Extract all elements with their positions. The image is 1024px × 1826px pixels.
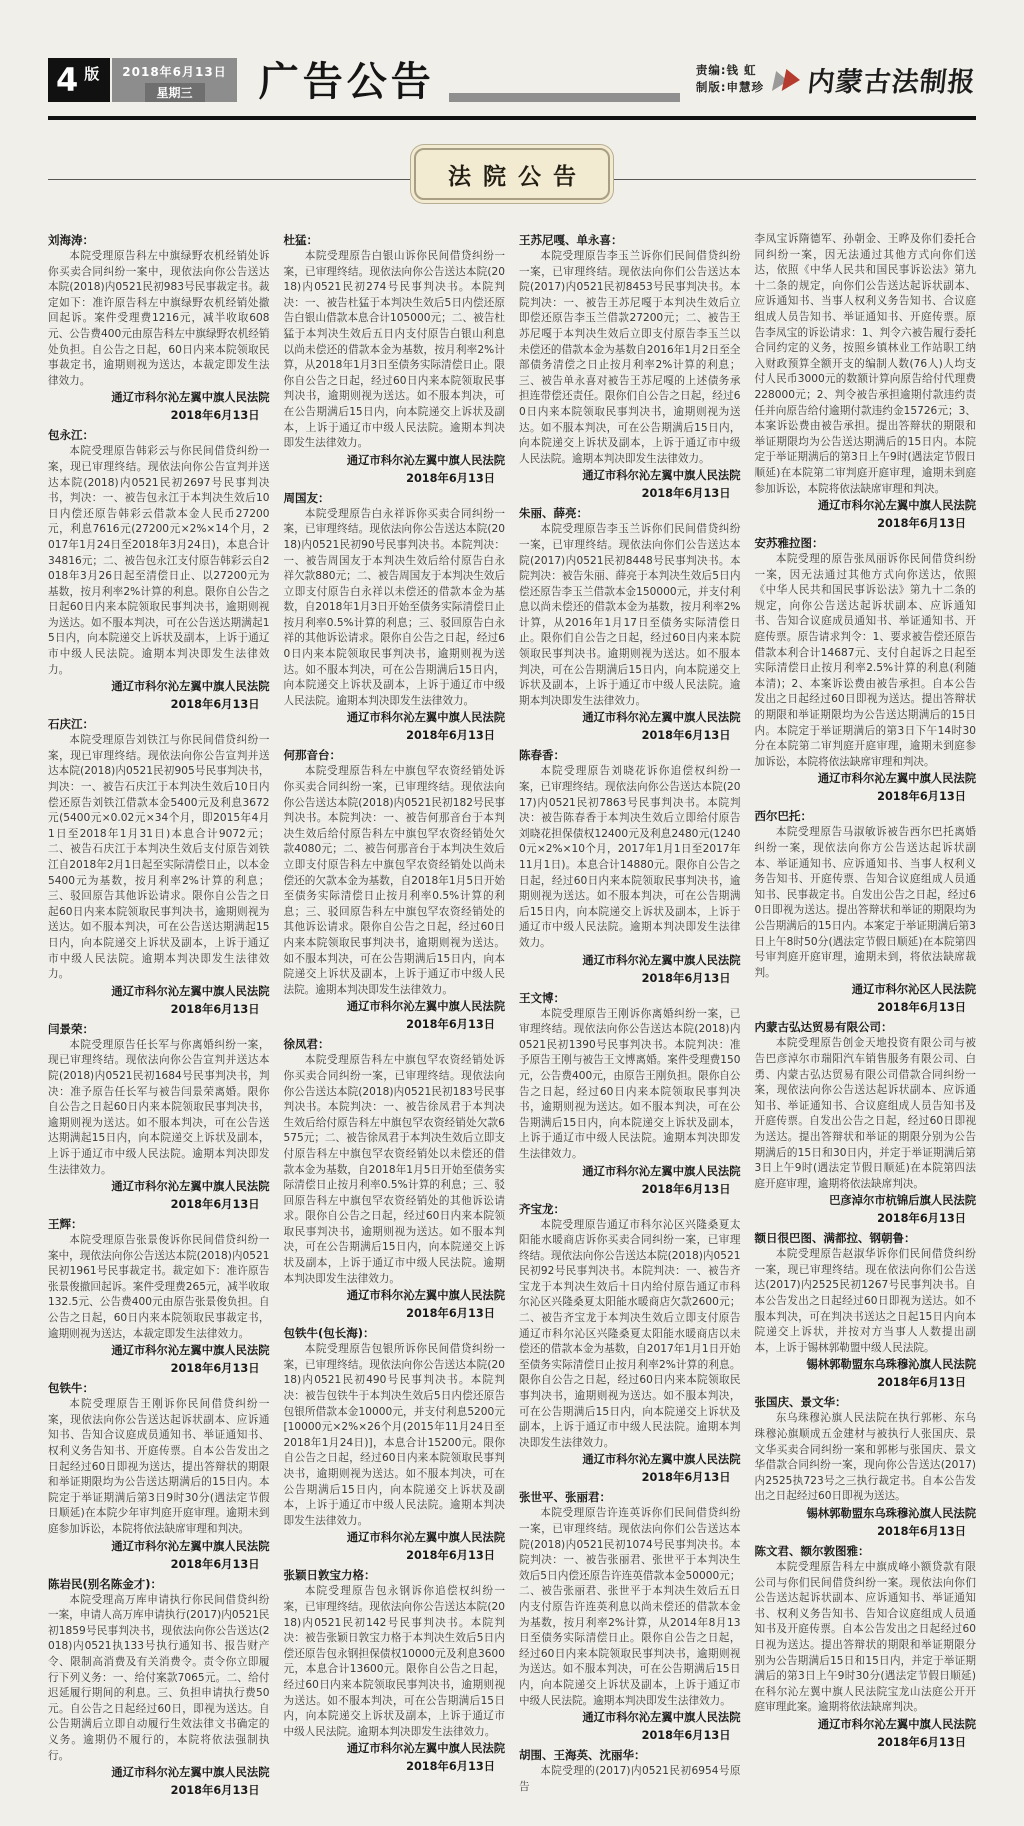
notice-date: 2018年6月13日 — [170, 1784, 260, 1798]
notice-body: 本院受理原告韩彩云与你民间借贷纠纷一案，现已审理终结。现依法向你公告宣判并送达本院(2018)内0521民初2697号民事判决书，判决：一、被告包永江于本判决生效后10日内偿还原告韩彩云借款本金人民币27200元，利息7616元(27200元×2%×14个月，2017年1月24日至2018年3月24日)，本息合计34816元；二、被告包永江支付原告韩彩云自2018年3月26日起至清偿日止、以27200元为基数，按月利率2%计算的利息。限你自公告之日起60日内来本院领取民事判决书，逾期则视为送达。如不服本判决，可在公告送达期满起15日内，向本院递交上诉状及副本，上诉于通辽市中级人民法院。逾期本判决即发生法律效力。 — [48, 445, 270, 676]
notice-date: 2018年6月13日 — [877, 517, 966, 531]
notice-court: 通辽市科尔沁左翼中旗人民法院 — [346, 711, 505, 725]
court-notice — [755, 1394, 977, 1540]
notice-recipient: 齐宝龙： — [519, 1201, 565, 1216]
masthead — [774, 60, 976, 99]
notice-date: 2018年6月13日 — [170, 409, 260, 423]
notice-recipient: 周国友： — [283, 490, 330, 505]
notice-date: 2018年6月13日 — [406, 471, 495, 485]
header-rule — [48, 116, 976, 120]
notice-court: 通辽市科尔沁左翼中旗人民法院 — [346, 1531, 505, 1545]
notice-court: 通辽市科尔沁左翼中旗人民法院 — [582, 1164, 741, 1178]
notice-recipient: 陈文君、额尔敦图雅： — [754, 1544, 870, 1558]
title-rule — [449, 93, 680, 102]
notice-body: 本院受理原告创金天地投资有限公司与被告巴彦淖尔市瑞阳汽车销售服务有限公司、白勇、内蒙古弘达贸易有限公司借款合同纠纷一案，现依法向你公告送达起诉状副本、应诉通知书、举证通知书、合议庭组成人员告知书及开庭传票。自发出公告之日起，经过60日即视为送达。提出答辩状和举证的期限分别为公告期满后的15日和30日内，并定于举证期满后第3日上午9时(遇法定节假日顺延)在本院第四法庭开庭审理，逾期将依法缺席判决。 — [754, 1037, 976, 1190]
text-column — [284, 232, 506, 1802]
notice-body: 东乌珠穆沁旗人民法院在执行郭彬、东乌珠穆沁旗顺成五金建材与被执行人张国庆、景文华买卖合同纠纷一案和郭彬与张国庆、景文华借款合同纠纷一案，现向你公告送达(2017)内2525执723号之三执行裁定书。自本公告发出之日起经过60日即视为送达。 — [754, 1412, 976, 1503]
notice-body: 李凤宝诉隋德军、孙朝金、王晔及你们委托合同纠纷一案，因无法通过其他方式向你们送达，依照《中华人民共和国民事诉讼法》第九十二条的规定，向你们公告送达起诉状副本、应诉通知书、当事人权利义务告知书、合议庭组成人员告知书、举证通知书、开庭传票。原告李凤宝的诉讼请求：1、判令六被告履行委托合同约定的义务，按照乡镇林业工作站职工纳入财政预算全额开支的编制人数(76人)人均支付人民币3000元的数额计算向原告给付代理费228000元；2、判令被告承担逾期付款违约责任并向原告给付逾期付款违约金15726元；3、本案诉讼费由被告承担。提出答辩状的期限和举证期限均为公告送达期满后的15日内。本院定于举证期满后的第3日上午9时(遇法定节假日顺延)在本院第二审判庭开庭审理，逾期未到庭参加诉讼，本院将依法缺席审理和判决。 — [754, 233, 976, 495]
notice-date: 2018年6月13日 — [641, 971, 731, 985]
court-notice — [48, 716, 270, 1018]
notice-date: 2018年6月13日 — [877, 1376, 966, 1390]
page-number: 4 — [56, 61, 79, 99]
notice-court: 锡林郭勒盟东乌珠穆沁旗人民法院 — [806, 1358, 976, 1372]
notice-date: 2018年6月13日 — [170, 1557, 260, 1571]
notice-date: 2018年6月13日 — [406, 1307, 495, 1321]
notice-court: 通辽市科尔沁左翼中旗人民法院 — [582, 711, 741, 725]
notice-date: 2018年6月13日 — [641, 1182, 731, 1196]
notice-recipient: 张国庆、景文华： — [754, 1395, 847, 1410]
notice-court: 通辽市科尔沁左翼中旗人民法院 — [111, 1766, 270, 1780]
notice-body: 本院受理原告马淑敏诉被告西尔巴托离婚纠纷一案，现依法向你方公告送达起诉状副本、举证通知书、应诉通知书、当事人权利义务告知书、开庭传票、告知合议庭组成人员通知书、民事裁定书。自发出公告之日起，经过60日即视为送达。提出答辩状和举证的期限均为公告期满后的15日内。本案定于举证期满后第3日上午8时50分(遇法定节假日顺延)在本院第四号审判庭开庭审理，逾期未到，将依法缺席裁判。 — [754, 826, 976, 979]
notice-date: 2018年6月13日 — [641, 487, 731, 501]
court-notice — [519, 747, 741, 986]
notice-recipient: 胡围、王海英、沈丽华： — [519, 1748, 646, 1763]
notice-date: 2018年6月13日 — [406, 729, 495, 743]
notice-date: 2018年6月13日 — [641, 729, 731, 743]
notice-court: 通辽市科尔沁区人民法院 — [851, 983, 976, 997]
court-notice — [48, 1216, 270, 1377]
notice-body: 本院受理原告科左中旗成峰小额贷款有限公司与你们民间借贷纠纷一案。现依法向你们公告送达起诉状副本、应诉通知书、举证通知书、权利义务告知书、告知合议庭组成人员通知书及开庭传票。自本公告发出之日起经过60日视为送达。提出答辩状的期限和举证期限分别为公告期满后15日和15日内，并定于举证期满后的第3日上午9时30分(遇法定节假日顺延)在科尔沁左翼中旗人民法院宝龙山法庭公开开庭审理此案。逾期将依法缺席判决。 — [754, 1561, 976, 1714]
notice-date: 2018年6月13日 — [170, 698, 260, 712]
notice-body: 本院受理的(2017)内0521民初6954号原告 — [519, 1765, 741, 1793]
court-notice — [519, 1747, 741, 1795]
masthead-name: 内蒙古法制报 — [806, 67, 978, 98]
masthead-logo-icon — [774, 67, 804, 93]
notice-court: 通辽市科尔沁左翼中旗人民法院 — [582, 953, 741, 967]
court-notice — [755, 1019, 977, 1227]
notice-body: 本院受理原告李玉兰诉你们民间借贷纠纷一案，已审理终结。现依法向你们公告送达本院(2017)内0521民初8448号民事判决书。本院判决：被告朱丽、薛亮于本判决生效后5日内偿还原告李玉兰借款本金150000元，并支付利息以尚未偿还的借款本金为基数，按月利率2%计算，从2016年1月17日至债务实际清偿日止。限你们自公告之日起，经过60日内来本院领取民事判决书。逾期则视为送达。如不服本判决，可在公告期满后15日内，向本院递交上诉状及副本，上诉于通辽市中级人民法院。逾期本判决即发生法律效力。 — [519, 523, 741, 707]
text-column — [755, 232, 977, 1802]
court-notice — [48, 1576, 270, 1800]
notice-date: 2018年6月13日 — [170, 1362, 260, 1376]
notice-body: 本院受理原告张景俊诉你民间借贷纠纷一案中，现依法向你公告送达本院(2018)内0521民初1961号民事裁定书。裁定如下：准许原告张景俊撤回起诉。案件受理费265元，减半收取132.5元、公告费400元由原告张景俊负担。自公告之日起，60日内来本院领取民事裁定书，逾期则视为送达，本裁定即发生法律效力。 — [48, 1234, 270, 1340]
court-notice-title: 法院公告 — [448, 162, 588, 190]
court-notice — [284, 747, 506, 1033]
issue-weekday: 星期三 — [145, 83, 205, 102]
court-notice-badge — [414, 148, 610, 200]
court-notice — [755, 1230, 977, 1391]
notice-recipient: 陈春香： — [519, 748, 565, 763]
notice-recipient: 刘海涛： — [48, 233, 94, 247]
notice-court: 通辽市科尔沁左翼中旗人民法院 — [346, 1000, 505, 1014]
court-notice — [519, 505, 741, 744]
court-notice — [755, 535, 977, 805]
notice-recipient: 杜猛： — [283, 233, 318, 247]
court-notice — [284, 1325, 506, 1564]
notice-body: 本院受理原告白银山诉你民间借贷纠纷一案，已审理终结。现依法向你公告送达本院(2018)内0521民初274号民事判决书。本院判决：一、被告杜猛于本判决生效后5日内偿还原告白银山借款本息合计105000元；二、被告杜猛于本判决生效后五日内支付原告白银山利息以尚未偿还的借款本金为基数，按月利率2%计算，从2018年1月3日至债务实际清偿日止。限你自公告之日起，经过60日内来本院领取民事判决书，逾期则视为送达。如不服本判决，可在公告期满后15日内，向本院递交上诉状及副本，上诉于通辽市中级人民法院。逾期本判决即发生法律效力。 — [283, 250, 505, 450]
notice-recipient: 王文博： — [519, 990, 565, 1005]
notice-court: 通辽市科尔沁左翼中旗人民法院 — [111, 1344, 270, 1358]
notice-court: 通辽市科尔沁左翼中旗人民法院 — [346, 1289, 505, 1303]
text-column — [48, 232, 270, 1802]
notice-date: 2018年6月13日 — [877, 1735, 966, 1749]
notice-body: 本院受理高万库申请执行你民间借贷纠纷一案，申请人高万库申请执行(2017)内0521民初1859号民事判决书，现依法向你公告送达(2018)内0521执133号执行通知书、报告财产令、限制高消费及有关消费令。责令你立即履行下列义务：一、给付案款7065元。二、给付迟延履行期间的利息。三、负担申请执行费50元。自公告之日起经过60日，即视为送达。自公告期满后立即自动履行生效法律文书确定的义务。逾期仍不履行的，本院将依法强制执行。 — [48, 1593, 270, 1762]
notice-date: 2018年6月13日 — [406, 1018, 495, 1032]
notice-recipient: 王辉： — [48, 1217, 83, 1232]
notice-recipient: 朱丽、薛亮： — [519, 506, 588, 521]
notice-court: 巴彦淖尔市杭锦后旗人民法院 — [829, 1194, 976, 1208]
notice-body: 本院受理原告李玉兰诉你们民间借贷纠纷一案，已审理终结。现依法向你们公告送达本院(2017)内0521民初8453号民事判决书。本院判决：一、被告王苏尼嘎于本判决生效后立即偿还原告李玉兰借款27200元；二、被告王苏尼嘎于本判决生效后立即支付原告李玉兰以未偿还的借款本金为基数自2016年1月2日至全部债务清偿之日止按月利率2%计算的利息；三、被告单永喜对被告王苏尼嘎的上述债务承担连带偿还责任。限你们自公告之日起，经过60日内来本院领取民事判决书，逾期则视为送达。如不服本判决，可在公告期满后15日内，向本院递交上诉状及副本，上诉于通辽市中级人民法院。逾期本判决即发生法律效力。 — [519, 250, 741, 465]
notice-court: 通辽市科尔沁左翼中旗人民法院 — [817, 499, 976, 513]
notice-court: 通辽市科尔沁左翼中旗人民法院 — [346, 1742, 505, 1756]
notice-court: 通辽市科尔沁左翼中旗人民法院 — [111, 1539, 270, 1553]
notice-recipient: 西尔巴托： — [754, 809, 812, 824]
page-number-label: 版 — [84, 64, 101, 83]
notices-columns — [48, 232, 976, 1802]
notice-body: 本院受理原告科左中旗包罕农资经销处诉你买卖合同纠纷一案，已审理终结。现依法向你公告送达本院(2018)内0521民初183号民事判决书。本院判决：一、被告徐凤君于本判决生效后给付原告科左中旗包罕农资经销处欠款6575元；二、被告徐凤君于本判决生效后立即支付原告科左中旗包罕农资经销处以未偿还的借款本金为基数，自2018年1月5日开始至债务实际清偿日止按月利率0.5%计算的利息；三、驳回原告科左中旗包罕农资经销处的其他诉讼请求。限你自公告之日起，经过60日内来本院领取民事判决书，逾期则视为送达。如不服本判决，可在公告期满后15日内，向本院递交上诉状及副本，上诉于通辽市中级人民法院。逾期本判决即发生法律效力。 — [283, 1054, 505, 1285]
notice-court: 通辽市科尔沁左翼中旗人民法院 — [817, 1717, 976, 1731]
notice-court: 通辽市科尔沁左翼中旗人民法院 — [582, 1711, 741, 1725]
notice-body: 本院受理原告刘铁江与你民间借贷纠纷一案，现已审理终结。现依法向你公告宣判并送达本院(2018)内0521民初905号民事判决书，判决：一、被告石庆江于本判决生效后10日内偿还原告刘铁江借款本金5400元及利息3672元(5400元×0.02元×34个月，即2015年4月1日至2018年1月31日)本息合计9072元；二、被告石庆江于本判决生效后支付原告刘铁江自2018年2月1日起至实际清偿日止，以本金5400元为基数，按月利率2%计算的利息；三、驳回原告其他诉讼请求。限你自公告之日起60日内来本院领取民事判决书，逾期则视为送达。如不服本判决，可在公告送达期满起15日内，向本院递交上诉状及副本，上诉于通辽市中级人民法院。逾期本判决即发生法律效力。 — [48, 734, 270, 981]
notice-court: 通辽市科尔沁左翼中旗人民法院 — [111, 391, 270, 405]
court-notice — [519, 1201, 741, 1487]
notice-recipient: 何那音台： — [283, 748, 341, 763]
notice-recipient: 徐凤君： — [283, 1037, 330, 1052]
notice-date: 2018年6月13日 — [170, 1002, 260, 1016]
court-notice — [284, 1567, 506, 1775]
notice-body: 本院受理的原告张凤丽诉你民间借贷纠纷一案，因无法通过其他方式向你送达，依照《中华人民共和国民事诉讼法》第九十二条的规定，向你公告送达起诉状副本、应诉通知书、告知合议庭成员通知书、举证通知书、开庭传票。原告请求判令：1、要求被告偿还原告借款本利合计14687元、支付自起诉之日起至实际清偿日止按月利率2.5%计算的利息(利随本清)；2、本案诉讼费由被告承担。自本公告发出之日起经过60日即视为送达。提出答辩状的期限和举证期限均为公告送达期满后的15日内。本院定于举证期满后的第3日下午14时30分在本院第二审判庭开庭审理，逾期未到庭参加诉讼，本院将依法缺席审理和判决。 — [754, 553, 976, 768]
editor-block — [696, 62, 764, 96]
notice-court: 锡林郭勒盟东乌珠穆沁旗人民法院 — [806, 1507, 976, 1520]
notice-body: 本院受理原告王刚诉你离婚纠纷一案，已审理终结。现依法向你公告送达本院(2018)内0521民初1390号民事判决书。本院判决：准予原告王刚与被告王文博离婚。案件受理费150元，公告费400元，由原告王刚负担。限你自公告之日起，经过60日内来本院领取民事判决书，逾期则视为送达。如不服本判决，可在公告期满后15日内，向本院递交上诉状及副本，上诉于通辽市中级人民法院。逾期本判决即发生法律效力。 — [519, 1007, 741, 1160]
page-header — [48, 58, 976, 120]
court-notice — [519, 990, 741, 1198]
notice-body: 本院受理原告王刚诉你民间借贷纠纷一案，现依法向你公告送达起诉状副本、应诉通知书、告知合议庭成员通知书、举证通知书、权利义务告知书、开庭传票。自本公告发出之日起经过60日即视为送达，提出答辩状的期限和举证期限均为公告送达期满后的15日内。本院定于举证期满后第3日9时30分(遇法定节假日顺延)在本院少年审判庭开庭审理。逾期未到庭参加诉讼，本院将依法缺席审理和判决。 — [48, 1398, 270, 1535]
notice-court: 通辽市科尔沁左翼中旗人民法院 — [111, 680, 270, 694]
typeset-line: 制版:申慧珍 — [695, 80, 764, 94]
court-notice — [48, 232, 270, 424]
notice-recipient: 包铁牛： — [48, 1381, 94, 1396]
notice-court: 通辽市科尔沁左翼中旗人民法院 — [111, 1180, 270, 1194]
notice-body: 本院受理原告刘晓花诉你追偿权纠纷一案，已审理终结。现依法向你公告送达本院(2017)内0521民初7863号民事判决书。本院判决：被告陈春香于本判决生效后立即给付原告刘晓花担保债权12400元及利息2480元(12400元×2%×10个月，2017年1月1日至2017年11月1日)。本息合计14880元。限你自公告之日起，经过60日内来本院领取民事判决书，逾期则视为送达。如不服本判决，可在公告期满后15日内，向本院递交上诉状及副本，上诉于通辽市中级人民法院。逾期本判决即发生法律效力。 — [519, 765, 741, 949]
notice-court: 通辽市科尔沁左翼中旗人民法院 — [817, 772, 976, 786]
notice-body: 本院受理原告白永祥诉你买卖合同纠纷一案，已审理终结。现依法向你公告送达本院(2018)内0521民初90号民事判决书。本院判决：一、被告周国友于本判决生效后给付原告白永祥欠款880元；二、被告周国友于本判决生效后立即支付原告白永祥以未偿还的借款本金为基数，自2018年1月3日开始至债务实际清偿日止按月利率0.5%计算的利息；三、驳回原告白永祥的其他诉讼请求。限你自公告之日起，经过60日内来本院领取民事判决书，逾期则视为送达。如不服本判决，可在公告期满后15日内，向本院递交上诉状及副本，上诉于通辽市中级人民法院。逾期本判决即发生法律效力。 — [283, 507, 505, 707]
court-notice — [755, 808, 977, 1016]
court-notice — [284, 232, 506, 487]
notice-court: 通辽市科尔沁左翼中旗人民法院 — [111, 984, 270, 998]
court-notice-banner — [48, 148, 976, 212]
court-notice — [284, 490, 506, 745]
notice-date: 2018年6月13日 — [877, 1525, 966, 1538]
notice-date: 2018年6月13日 — [170, 1198, 260, 1212]
court-notice — [48, 1380, 270, 1572]
section-title: 广告公告 — [258, 59, 435, 105]
notice-recipient: 额日很巴图、满都拉、钢朝鲁： — [754, 1231, 916, 1246]
notice-recipient: 张颖日敦宝力格： — [283, 1568, 376, 1583]
notice-date: 2018年6月13日 — [641, 1471, 731, 1485]
court-notice — [755, 232, 977, 532]
notice-recipient: 包铁牛(包长海)： — [283, 1326, 375, 1341]
notice-court: 通辽市科尔沁左翼中旗人民法院 — [346, 453, 505, 467]
court-notice — [284, 1036, 506, 1322]
notice-body: 本院受理原告任长军与你离婚纠纷一案，现已审理终结。现依法向你公告宣判并送达本院(2018)内0521民初1684号民事判决书，判决：准予原告任长军与被告闫景荣离婚。限你自公告之日起60日内来本院领取民事判决书，逾期则视为送达。如不服本判决，可在公告送达期满起15日内，向本院递交上诉状及副本，上诉于通辽市中级人民法院。逾期本判决即发生法律效力。 — [48, 1038, 270, 1176]
notice-recipient: 陈岩民(别名陈金才)： — [48, 1576, 163, 1591]
notice-body: 本院受理原告通辽市科尔沁区兴隆桑夏太阳能水暖商店诉你买卖合同纠纷一案，已审理终结。现依法向你公告送达本院(2018)内0521民初92号民事判决书。本院判决：一、被告齐宝龙于本判决生效后十日内给付原告通辽市科尔沁区兴隆桑夏太阳能水暖商店欠款2600元；二、被告齐宝龙于本判决生效后立即支付原告通辽市科尔沁区兴隆桑夏太阳能水暖商店以未偿还的借款本金为基数，自2017年1月1日开始至债务实际清偿日止按月利率2%计算的利息。限你自公告之日起，经过60日内来本院领取民事判决书，逾期则视为送达。如不服本判决，可在公告期满后15日内，向本院递交上诉状及副本，上诉于通辽市中级人民法院。逾期本判决即发生法律效力。 — [519, 1218, 741, 1449]
notice-date: 2018年6月13日 — [877, 790, 966, 804]
notice-date: 2018年6月13日 — [641, 1729, 731, 1743]
notice-recipient: 王苏尼嘎、单永喜： — [519, 233, 623, 247]
notice-recipient: 闫景荣： — [48, 1021, 94, 1036]
notice-recipient: 内蒙古弘达贸易有限公司： — [754, 1020, 893, 1035]
court-notice — [48, 427, 270, 713]
notice-date: 2018年6月13日 — [877, 1001, 966, 1015]
notice-date: 2018年6月13日 — [406, 1760, 495, 1774]
notice-recipient: 石庆江： — [48, 717, 94, 732]
date-box — [112, 58, 236, 102]
notice-court: 通辽市科尔沁左翼中旗人民法院 — [582, 1453, 741, 1467]
notice-recipient: 安苏雅拉图： — [754, 536, 824, 551]
notice-body: 本院受理原告赵淑华诉你们民间借贷纠纷一案，现已审理终结。现在依法向你们公告送达(2017)内2525民初1267号民事判决书。自本公告发出之日起经过60日即视为送达。如不服本判决，可在判决书送达之日起15日内向本院递交上诉状，并按对方当事人人数提出副本，上诉于锡林郭勒盟中级人民法院。 — [754, 1248, 976, 1354]
court-notice — [519, 1489, 741, 1744]
page-number-box — [48, 58, 110, 102]
notice-recipient: 张世平、张丽君： — [519, 1490, 611, 1505]
notice-body: 本院受理原告科左中旗包罕农资经销处诉你买卖合同纠纷一案，已审理终结。现依法向你公告送达本院(2018)内0521民初182号民事判决书。本院判决：一、被告何那音台于本判决生效后给付原告科左中旗包罕农资经销处欠款4080元；二、被告何那音台于本判决生效后立即支付原告科左中旗包罕农资经销处以尚未偿还的欠款本金为基数，自2018年1月5日开始至债务实际清偿日止按月利率0.5%计算的利息；三、驳回原告科左中旗包罕农资经销处的其他诉讼请求。限你自公告之日起，经过60日内来本院领取民事判决书，逾期则视为送达。如不服本判决，可在公告期满后15日内，向本院递交上诉状及副本，上诉于通辽市中级人民法院。逾期本判决即发生法律效力。 — [283, 765, 505, 996]
notice-body: 本院受理原告包银所诉你民间借贷纠纷一案，已审理终结。现依法向你公告送达本院(2018)内0521民初490号民事判决书。本院判决：被告包铁牛于本判决生效后5日内偿还原告包银所借款本金10000元，并支付利息5200元[10000元×2%×26个月(2015年11月24日至2018年1月24日)]，本息合计15200元。限你自公告之日起，经过60日内来本院领取民事判决书，逾期则视为送达。如不服本判决，可在公告期满后15日内，向本院递交上诉状及副本，上诉于通辽市中级人民法院。逾期本判决即发生法律效力。 — [283, 1343, 505, 1527]
text-column — [519, 232, 741, 1802]
notice-body: 本院受理原告许连英诉你们民间借贷纠纷一案，已审理终结。现依法向你们公告送达本院(2018)内0521民初1074号民事判决书。本院判决：一、被告张丽君、张世平于本判决生效后5日内偿还原告许连英借款本金50000元；二、被告张丽君、张世平于本判决生效后五日内支付原告许连英利息以尚未偿还的借款本金为基数，按月利率2%计算，从2014年8月13日至债务实际清偿日止。限你自公告之日起，经过60日内来本院领取民事判决书，逾期则视为送达。如不服本判决，可在公告期满后15日内，向本院递交上诉状及副本，上诉于通辽市中级人民法院。逾期本判决即发生法律效力。 — [519, 1507, 741, 1707]
notice-date: 2018年6月13日 — [406, 1549, 495, 1563]
court-notice — [755, 1543, 977, 1751]
notice-recipient: 包永江： — [48, 428, 94, 443]
issue-date: 2018年6月13日 — [122, 65, 227, 79]
editor-line: 责编:钱 虹 — [695, 63, 757, 77]
notice-court: 通辽市科尔沁左翼中旗人民法院 — [582, 469, 741, 483]
notice-date: 2018年6月13日 — [877, 1212, 966, 1226]
notice-body: 本院受理原告包永钢诉你追偿权纠纷一案，已审理终结。现依法向你公告送达本院(2018)内0521民初142号民事判决书。本院判决：被告张颖日敦宝力格于本判决生效后5日内偿还原告包永钢担保债权10000元及利息3600元，本息合计13600元。限你自公告之日起，经过60日内来本院领取民事判决书，逾期则视为送达。如不服本判决，可在公告期满后15日内，向本院递交上诉状及副本，上诉于通辽市中级人民法院。逾期本判决即发生法律效力。 — [283, 1585, 505, 1738]
court-notice — [48, 1021, 270, 1213]
notice-body: 本院受理原告科左中旗绿野农机经销处诉你买卖合同纠纷一案中，现依法向你公告送达本院(2018)内0521民初983号民事裁定书。裁定如下：准许原告科左中旗绿野农机经销处撤回起诉。案件受理费1216元，减半收取608元、公告费400元由原告科左中旗绿野农机经销处负担。自公告之日起，60日内来本院领取民事裁定书，逾期则视为送达，本裁定即发生法律效力。 — [48, 250, 270, 387]
court-notice — [519, 232, 741, 502]
